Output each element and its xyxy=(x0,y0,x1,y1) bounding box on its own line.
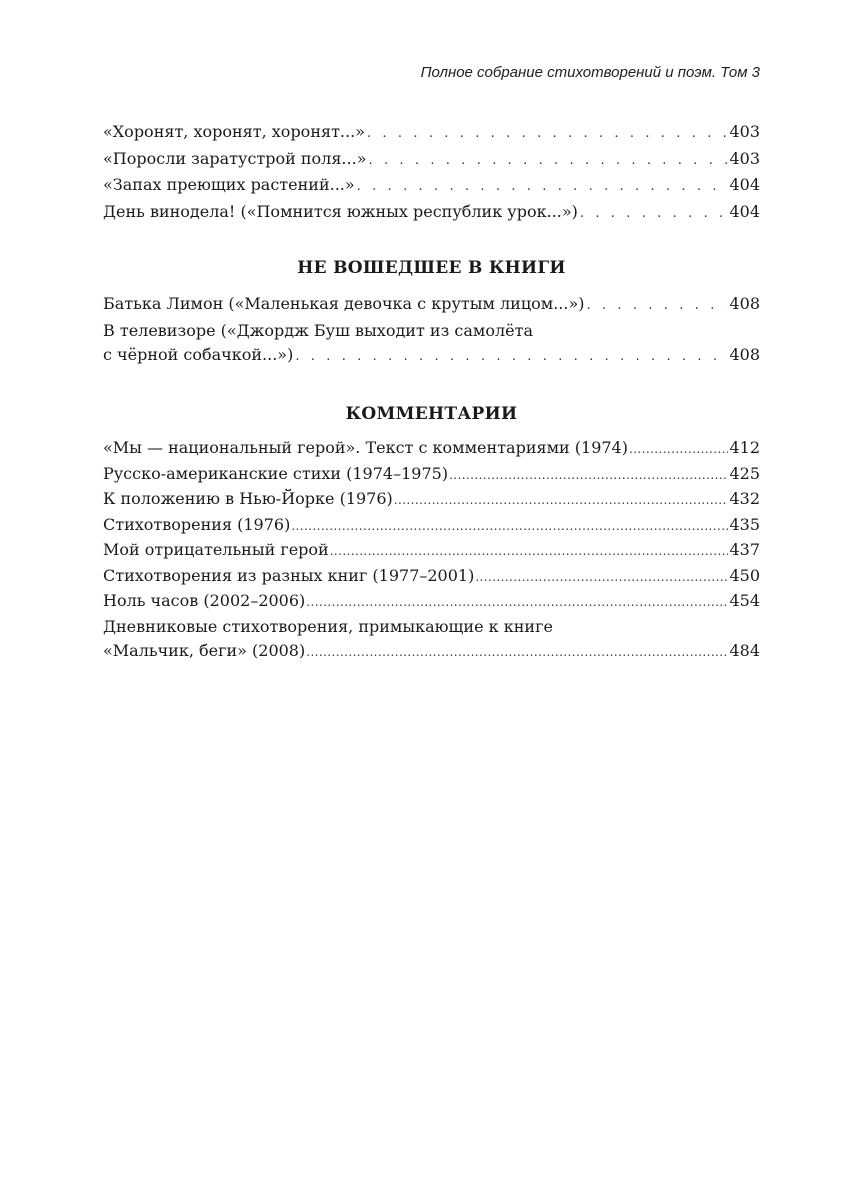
toc-entry-title: Батька Лимон («Маленькая девочка с крутым лицом...») xyxy=(103,294,585,313)
dot-leader xyxy=(291,514,728,539)
toc-entry-title-line1: Дневниковые стихотворения, примыкающие к книге xyxy=(103,616,553,636)
toc-entry-title: Ноль часов (2002–2006) xyxy=(103,591,306,610)
toc-entry-multiline[interactable] xyxy=(103,319,760,370)
toc-entry-title: «Поросли заратустрой поля...» xyxy=(103,148,367,168)
dot-leader xyxy=(306,640,728,665)
toc-entry-title: «Запах преющих растений...» xyxy=(103,175,355,194)
toc-entry-page: 454 xyxy=(729,591,760,610)
toc-entry-title: День винодела! («Помнится южных республик урок...») xyxy=(103,201,578,221)
dot-leader xyxy=(586,294,727,319)
toc-entry-title: Мой отрицательный герой xyxy=(103,540,329,559)
toc-entry[interactable] xyxy=(103,147,760,174)
toc-entry-page: 484 xyxy=(729,641,760,660)
toc-list-poems xyxy=(103,120,760,226)
dot-leader xyxy=(394,488,729,513)
toc-entry-page: 403 xyxy=(729,122,760,141)
toc-entry-page: 450 xyxy=(729,565,760,585)
toc-entry-page: 403 xyxy=(729,148,760,168)
toc-entry-page: 408 xyxy=(729,345,760,364)
toc-entry[interactable] xyxy=(103,173,760,200)
toc-entry-title: Стихотворения из разных книг (1977–2001) xyxy=(103,565,475,585)
toc-entry-page: 412 xyxy=(729,438,760,457)
dot-leader xyxy=(449,463,728,488)
section-heading-comments: КОММЕНТАРИИ xyxy=(345,404,518,424)
dot-leader xyxy=(306,590,728,615)
toc-entry[interactable] xyxy=(103,462,760,488)
toc-entry-title: «Хоронят, хоронят, хоронят...» xyxy=(103,122,365,141)
toc-entry-multiline[interactable] xyxy=(103,615,760,665)
dot-leader xyxy=(357,175,728,200)
toc-entry-page: 404 xyxy=(729,175,760,194)
toc-entry-title-line1: В телевизоре («Джордж Буш выходит из самолёта xyxy=(103,320,533,340)
toc-entry[interactable] xyxy=(103,538,760,564)
toc-entry[interactable] xyxy=(103,589,760,615)
toc-entry-page: 435 xyxy=(729,514,760,534)
dot-leader xyxy=(367,122,727,147)
dot-leader xyxy=(330,539,729,564)
section-heading-uncollected: НЕ ВОШЕДШЕЕ В КНИГИ xyxy=(297,258,566,278)
toc-entry-title: «Мы — национальный герой». Текст с комментариями (1974) xyxy=(103,438,628,457)
toc-entry-page: 425 xyxy=(729,463,760,483)
toc-list-uncollected xyxy=(103,292,760,370)
dot-leader xyxy=(295,345,727,370)
toc-entry[interactable] xyxy=(103,487,760,513)
toc-entry[interactable] xyxy=(103,200,760,227)
toc-entry-title: Русско-американские стихи (1974–1975) xyxy=(103,463,449,483)
toc-entry-title: К положению в Нью-Йорке (1976) xyxy=(103,489,393,508)
toc-entry-page: 437 xyxy=(729,540,760,559)
toc-entry-page: 404 xyxy=(729,201,760,221)
toc-entry[interactable] xyxy=(103,292,760,319)
toc-entry-title: Стихотворения (1976) xyxy=(103,514,291,534)
dot-leader xyxy=(475,565,728,590)
toc-entry[interactable] xyxy=(103,120,760,147)
toc-entry[interactable] xyxy=(103,513,760,539)
dot-leader xyxy=(368,149,727,174)
dot-leader xyxy=(580,202,728,227)
toc-entry-title: «Мальчик, беги» (2008) xyxy=(103,641,306,660)
running-header: Полное собрание стихотворений и поэм. Том 3 xyxy=(420,64,760,81)
toc-entry-title: с чёрной собачкой...») xyxy=(103,345,294,364)
toc-list-comments xyxy=(103,436,760,665)
toc-entry-page: 408 xyxy=(729,294,760,313)
toc-entry[interactable] xyxy=(103,564,760,590)
dot-leader xyxy=(629,437,728,462)
toc-entry[interactable] xyxy=(103,436,760,462)
toc-entry-page: 432 xyxy=(729,489,760,508)
